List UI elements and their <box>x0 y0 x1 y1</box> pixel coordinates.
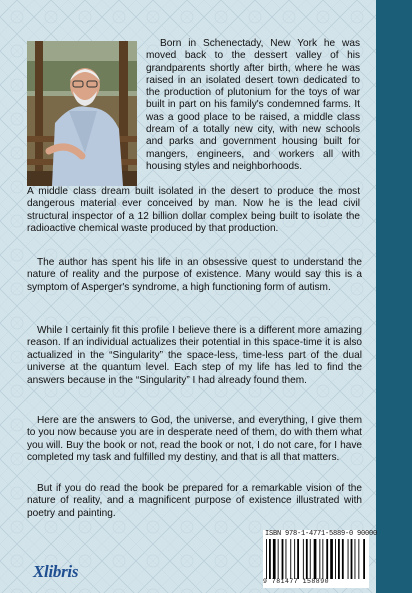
barcode-stripe <box>278 539 279 579</box>
barcode-stripe <box>319 539 320 579</box>
barcode-stripe <box>326 539 328 579</box>
blurb-paragraph: The author has spent his life in an obsessive quest to understand the nature of reality and the purpose of existence. Many would say this is a symptom of Asperger's syndrome, a high functioning form of autism. <box>27 257 362 293</box>
isbn-barcode <box>263 530 378 588</box>
blurb-paragraph: While I certainly fit this profile I believe there is a different more amazing reason. If an individual actualizes their potential in this space-time it is also actualized in the “Singularity” the space-less, time-less part of the dual universe at the quantum level. Each step of my life has led to find the answers because in the “Singularity” I had already found them. <box>27 325 362 386</box>
barcode-stripe <box>358 539 359 579</box>
barcode-stripe <box>306 539 308 579</box>
barcode-stripe <box>297 539 299 579</box>
barcode-stripe <box>303 539 304 579</box>
barcode-stripe <box>294 539 295 579</box>
barcode-stripe <box>290 539 291 579</box>
author-bio-top: Born in Schenectady, New York he was moved back to the dessert valley of his grandparents shortly after birth, where he was raised in an isolated desert town dedicated to the production of plutonium for the toys of war built in part on his family's condemned farms. It was a good place to be raised, a middle class dream of a totally new city, with new schools and parks and government housing built for mangers, engineers, and workers all with housing styles and neighborhoods. <box>146 38 360 172</box>
author-photo <box>27 41 137 186</box>
spine-band <box>376 0 412 593</box>
barcode-stripe <box>355 539 356 579</box>
barcode-stripe <box>266 539 267 579</box>
barcode-stripe <box>348 539 349 579</box>
barcode-stripe <box>363 539 365 579</box>
barcode-stripe <box>351 539 353 579</box>
barcode-stripe <box>322 539 323 579</box>
blurb-paragraph: Here are the answers to God, the universe, and everything, I give them to you now because you are in desperate need of them, do with them what you will. Buy the book or not, read the book or not, I do not care, for I have completed my task and fulfilled my destiny, and that is all that matters. <box>27 415 362 464</box>
ean-digits: 9 781477 158890 <box>263 578 330 585</box>
barcode-stripe <box>335 539 336 579</box>
author-bio-bottom: A middle class dream built isolated in the desert to produce the most dangerous material ever conceived by man. Now he is the lead civil structural inspector of a 12 billion dollar complex being built to isolate the radioactive chemical waste produced by that production. <box>27 186 360 234</box>
barcode-bars <box>266 539 366 579</box>
barcode-stripe <box>342 539 344 579</box>
barcode-stripe <box>282 539 284 579</box>
barcode-stripe <box>269 539 271 579</box>
publisher-logo: Xlibris <box>33 562 79 581</box>
barcode-stripe <box>330 539 333 579</box>
barcode-stripe <box>273 539 276 579</box>
isbn-text: ISBN 978-1-4771-5889-0 90000 <box>265 530 378 538</box>
barcode-stripe <box>310 539 311 579</box>
barcode-stripe <box>338 539 340 579</box>
blurb-paragraph: But if you do read the book be prepared for a remarkable vision of the nature of reality, and a magnificent purpose of existence illustrated with poetry and painting. <box>27 483 362 519</box>
barcode-stripe <box>314 539 317 579</box>
barcode-stripe <box>286 539 287 579</box>
